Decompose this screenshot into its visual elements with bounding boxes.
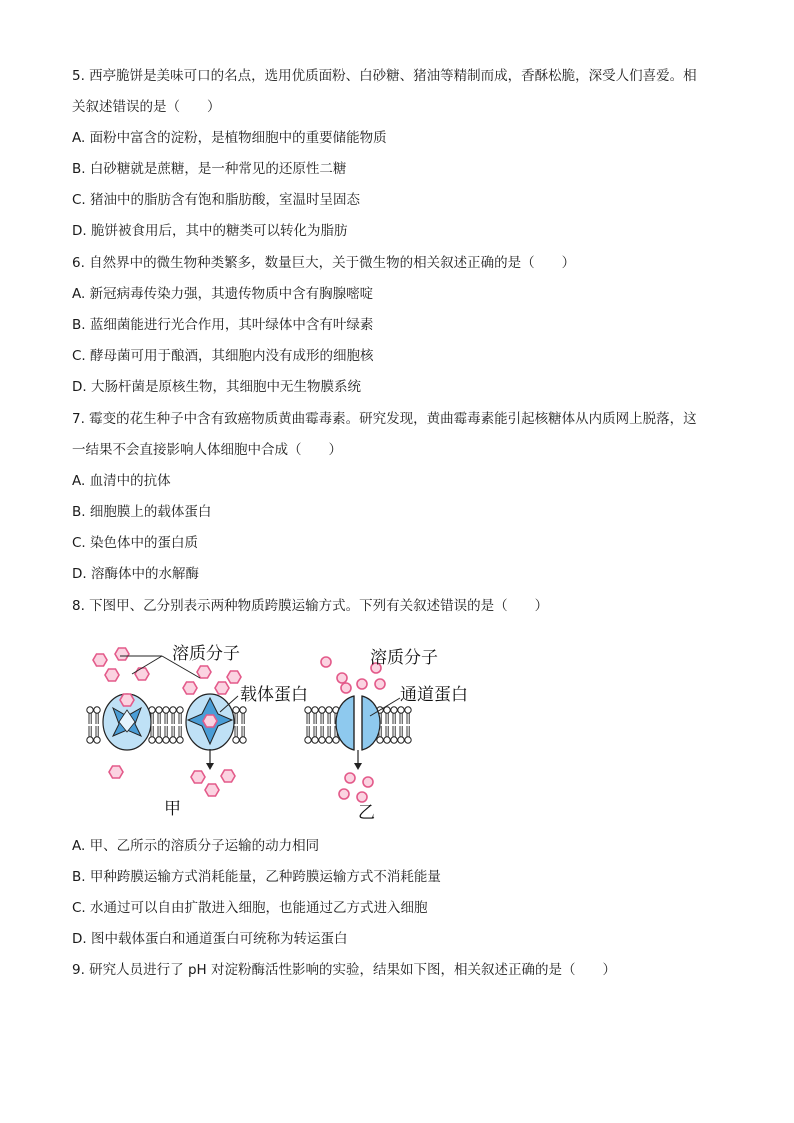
phospholipid bbox=[305, 726, 311, 743]
phospholipid bbox=[405, 726, 411, 743]
q8-option-a: A. 甲、乙所示的溶质分子运输的动力相同 bbox=[72, 838, 320, 854]
phospholipid bbox=[94, 707, 100, 724]
q5-stem-line2: 关叙述错误的是（ ） bbox=[72, 99, 221, 115]
q5-option-b: B. 白砂糖就是蔗糖，是一种常见的还原性二糖 bbox=[72, 161, 347, 177]
q6-option-a: A. 新冠病毒传染力强，其遗传物质中含有胸腺嘧啶 bbox=[72, 286, 374, 302]
q7-stem-line2: 一结果不会直接影响人体细胞中合成（ ） bbox=[72, 442, 342, 458]
label-carrier-protein: 载体蛋白 bbox=[240, 685, 308, 705]
phospholipid bbox=[398, 726, 404, 743]
phospholipid bbox=[87, 726, 93, 743]
phospholipid bbox=[312, 707, 318, 724]
q8-stem-line1: 8. 下图甲、乙分别表示两种物质跨膜运输方式。下列有关叙述错误的是（ ） bbox=[72, 598, 549, 614]
label-yi: 乙 bbox=[358, 803, 375, 823]
carrier-protein-1 bbox=[103, 694, 151, 750]
phospholipid bbox=[177, 726, 183, 743]
q8-option-c: C. 水通过可以自由扩散进入细胞，也能通过乙方式进入细胞 bbox=[72, 900, 428, 916]
q8-option-b: B. 甲种跨膜运输方式消耗能量，乙种跨膜运输方式不消耗能量 bbox=[72, 869, 441, 885]
phospholipid bbox=[319, 726, 325, 743]
phospholipid bbox=[305, 707, 311, 724]
phospholipid bbox=[326, 726, 332, 743]
channel-protein bbox=[336, 696, 380, 770]
label-channel-protein: 通道蛋白 bbox=[400, 685, 468, 705]
phospholipid bbox=[326, 707, 332, 724]
phospholipid bbox=[156, 707, 162, 724]
q9-stem-line1: 9. 研究人员进行了 pH 对淀粉酶活性影响的实验，结果如下图，相关叙述正确的是（ ） bbox=[72, 962, 616, 978]
q5-stem-line1: 5. 西亭脆饼是美味可口的名点，选用优质面粉、白砂糖、猪油等精制而成，香酥松脆，深受人们喜爱。相 bbox=[72, 68, 697, 84]
phospholipid bbox=[87, 707, 93, 724]
phospholipid bbox=[384, 726, 390, 743]
phospholipid bbox=[319, 707, 325, 724]
phospholipid bbox=[240, 707, 246, 724]
phospholipid bbox=[163, 726, 169, 743]
phospholipid bbox=[398, 707, 404, 724]
q7-stem-line1: 7. 霉变的花生种子中含有致癌物质黄曲霉毒素。研究发现，黄曲霉毒素能引起核糖体从内质网上脱落，这 bbox=[72, 411, 697, 427]
q7-option-d: D. 溶酶体中的水解酶 bbox=[72, 566, 199, 582]
phospholipid bbox=[170, 707, 176, 724]
membrane-transport-figure bbox=[80, 632, 500, 827]
q6-option-c: C. 酵母菌可用于酿酒，其细胞内没有成形的细胞核 bbox=[72, 348, 374, 364]
q5-option-a: A. 面粉中富含的淀粉，是植物细胞中的重要储能物质 bbox=[72, 130, 387, 146]
membrane-transport-diagram bbox=[80, 632, 500, 827]
label-solute-right: 溶质分子 bbox=[370, 648, 438, 668]
phospholipid bbox=[391, 707, 397, 724]
phospholipid bbox=[170, 726, 176, 743]
q7-option-c: C. 染色体中的蛋白质 bbox=[72, 535, 199, 551]
phospholipid bbox=[312, 726, 318, 743]
q6-option-d: D. 大肠杆菌是原核生物，其细胞中无生物膜系统 bbox=[72, 379, 361, 395]
q7-option-a: A. 血清中的抗体 bbox=[72, 473, 171, 489]
q7-option-b: B. 细胞膜上的载体蛋白 bbox=[72, 504, 212, 520]
phospholipid bbox=[240, 726, 246, 743]
q6-stem-line1: 6. 自然界中的微生物种类繁多，数量巨大，关于微生物的相关叙述正确的是（ ） bbox=[72, 255, 576, 271]
label-solute-left: 溶质分子 bbox=[172, 644, 240, 664]
label-jia: 甲 bbox=[164, 799, 181, 819]
phospholipid bbox=[391, 726, 397, 743]
phospholipid bbox=[177, 707, 183, 724]
phospholipid bbox=[156, 726, 162, 743]
q5-option-d: D. 脆饼被食用后，其中的糖类可以转化为脂肪 bbox=[72, 223, 348, 239]
phospholipid bbox=[94, 726, 100, 743]
phospholipid bbox=[163, 707, 169, 724]
q5-option-c: C. 猪油中的脂肪含有饱和脂肪酸，室温时呈固态 bbox=[72, 192, 361, 208]
q6-option-b: B. 蓝细菌能进行光合作用，其叶绿体中含有叶绿素 bbox=[72, 317, 374, 333]
membrane-bilayer-right bbox=[305, 707, 411, 743]
q8-option-d: D. 图中载体蛋白和通道蛋白可统称为转运蛋白 bbox=[72, 931, 348, 947]
phospholipid bbox=[405, 707, 411, 724]
phospholipid bbox=[384, 707, 390, 724]
